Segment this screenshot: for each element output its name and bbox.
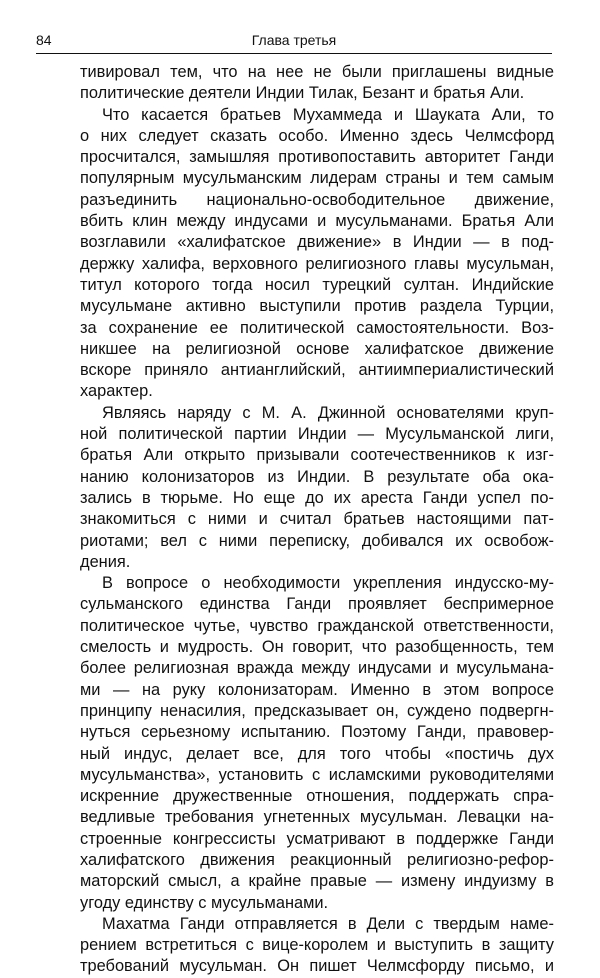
text-line: знакомиться с ними и считал братьев настоящими пат- bbox=[80, 510, 554, 529]
text-line: смелость и мудрость. Он говорит, что разобщенность, тем bbox=[80, 638, 554, 657]
text-line: братья Али открыто призывали соотечественников к изг- bbox=[80, 446, 554, 465]
text-line: требований мусульман. Он пишет Челмсфорду письмо, и bbox=[80, 957, 554, 976]
text-line: маторский смысл, а крайне правые — измену индуизму в bbox=[80, 872, 554, 891]
text-line: рением встретиться с вице-королем и выступить в защиту bbox=[80, 936, 554, 955]
text-line: нуться серьезному испытанию. Поэтому Ганди, правовер- bbox=[80, 723, 554, 742]
text-line: тивировал тем, что на нее не были приглашены видные bbox=[80, 63, 554, 81]
header-rule bbox=[36, 53, 552, 54]
text-line: популярным мусульманским лидерам страны и тем самым bbox=[80, 169, 554, 188]
text-line: сульманского единства Ганди проявляет беспримерное bbox=[80, 595, 554, 614]
text-line: нанию колонизаторов из Индии. В результате оба ока- bbox=[80, 467, 554, 486]
text-line: просчитался, замышляя противопоставить авторитет Ганди bbox=[80, 148, 554, 167]
text-line: мусульманства», установить с исламскими руководителями bbox=[80, 765, 554, 784]
text-line: Махатма Ганди отправляется в Дели с твердым наме- bbox=[102, 914, 554, 933]
running-header bbox=[36, 30, 552, 50]
text-line: Являясь наряду с М. А. Джинной основателями круп- bbox=[102, 403, 554, 422]
text-line: возглавили «халифатское движение» в Индии — в под- bbox=[80, 233, 554, 252]
text-line: ведливые требования угнетенных мусульман. Левацки на- bbox=[80, 808, 554, 827]
text-line: строенные конгрессисты усматривают в поддержке Ганди bbox=[80, 829, 554, 848]
text-line: принципу ненасилия, предсказывает он, суждено подвергн- bbox=[80, 701, 554, 720]
text-line: зались в тюрьме. Но еще до их ареста Ганди успел по- bbox=[80, 488, 554, 507]
text-line: более религиозная вражда между индусами и мусульмана- bbox=[80, 659, 554, 678]
text-line: характер. bbox=[80, 382, 153, 401]
text-line: политическое чутье, чувство гражданской ответственности, bbox=[80, 616, 554, 635]
text-line: Что касается братьев Мухаммеда и Шауката Али, то bbox=[102, 105, 554, 124]
text-line: угоду единству с мусульманами. bbox=[80, 893, 329, 912]
text-line: В вопросе о необходимости укрепления индусско-му- bbox=[102, 574, 554, 593]
text-line: никшее на религиозной основе халифатское движение bbox=[80, 339, 554, 358]
text-line: за сохранение ее политической самостоятельности. Воз- bbox=[80, 318, 554, 337]
text-line: ми — на руку колонизаторам. Именно в этом вопросе bbox=[80, 680, 554, 699]
text-line: вскоре приняло антианглийский, антиимпериалистический bbox=[80, 361, 554, 380]
text-line: ный индус, делает все, для того чтобы «постичь дух bbox=[80, 744, 554, 763]
body-text bbox=[80, 62, 554, 978]
page-number: 84 bbox=[36, 32, 52, 48]
text-line: держку халифа, верховного религиозного главы мусульман, bbox=[80, 254, 554, 273]
text-line: искренние дружественные отношения, поддержать спра- bbox=[80, 787, 554, 806]
text-line: титул которого тогда носил турецкий султан. Индийские bbox=[80, 275, 554, 294]
text-line: мусульмане активно выступили против раздела Турции, bbox=[80, 297, 554, 316]
text-line: риотами; вел с ними переписку, добивался их освобож- bbox=[80, 531, 554, 550]
text-line: политические деятели Индии Тилак, Безант и братья Али. bbox=[80, 84, 525, 103]
text-line: ной политической партии Индии — Мусульманской лиги, bbox=[80, 425, 554, 444]
chapter-title: Глава третья bbox=[251, 32, 337, 48]
text-line: разъединить национально-освободительное движение, bbox=[80, 190, 554, 209]
text-line: халифатского движения реакционный религиозно-рефор- bbox=[80, 850, 554, 869]
text-line: дения. bbox=[80, 552, 131, 571]
text-line: о них следует сказать особо. Именно здесь Челмсфорд bbox=[80, 126, 554, 145]
text-line: вбить клин между индусами и мусульманами. Братья Али bbox=[80, 212, 554, 231]
